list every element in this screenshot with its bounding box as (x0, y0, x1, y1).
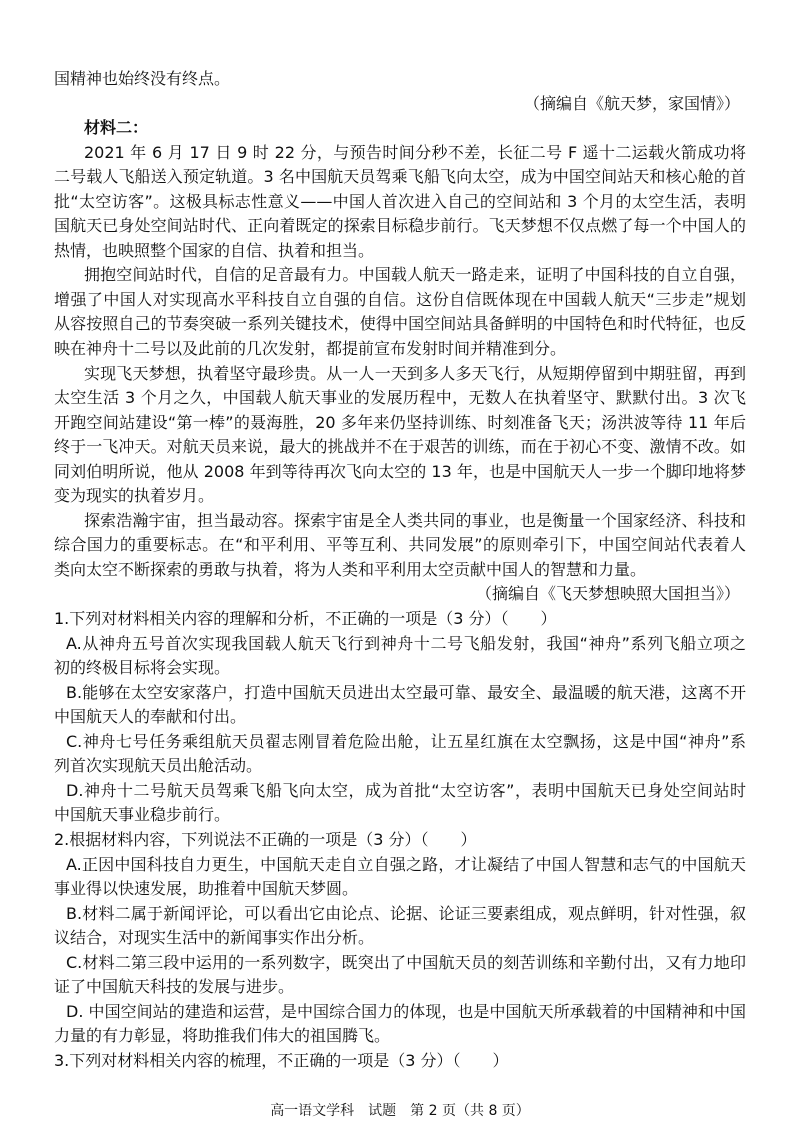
page-footer: 高一语文学科 试题 第 2 页（共 8 页） (270, 1103, 530, 1119)
text-line: 映在神舟十二号以及此前的几次发射，都提前宣布发射时间并精准到分。 (54, 339, 567, 359)
text-line: 综合国力的重要标志。在“和平利用、平等互利、共同发展”的原则牵引下，中国空间站代表着人 (54, 535, 746, 555)
text-line: 中国航天人的奉献和付出。 (54, 707, 247, 727)
answer-option: D.神舟十二号航天员驾乘飞船飞向太空，成为首批“太空访客”，表明中国航天已身处空间站时 (66, 780, 746, 800)
text-line: 增强了中国人对实现高水平科技自立自强的自信。这份自信既体现在中国载人航天“三步走”规划 (54, 289, 746, 309)
text-line: 变为现实的执着岁月。 (54, 486, 215, 506)
section-heading: 材料二： (84, 118, 149, 138)
answer-option: B.材料二属于新闻评论，可以看出它由论点、论据、论证三要素组成，观点鲜明，针对性强，叙 (66, 903, 746, 923)
text-line: 国精神也始终没有终点。 (54, 69, 231, 88)
text-line: 从容按照自己的节奏突破一系列关键技术，使得中国空间站具备鲜明的中国特色和时代特征，也反 (54, 314, 746, 334)
source-citation: （摘编自《飞天梦想映照大国担当》） (475, 584, 740, 604)
answer-option: C.神舟七号任务乘组航天员翟志刚冒着危险出舱，让五星红旗在太空飘扬，这是中国“神舟”系 (66, 731, 746, 751)
text-line: 列首次实现航天员出舱活动。 (54, 756, 263, 776)
answer-option: A.从神舟五号首次实现我国载人航天飞行到神舟十二号飞船发射，我国“神舟”系列飞船立项之 (66, 633, 746, 653)
text-line: 议结合，对现实生活中的新闻事实作出分析。 (54, 928, 375, 948)
text-line: 类向太空不断探索的勇敢与执着，将为人类和平利用太空贡献中国人的智慧和力量。 (54, 559, 647, 579)
text-line: 中国航天事业稳步前行。 (54, 805, 231, 825)
paragraph-first-line: 拥抱空间站时代，自信的足音最有力。中国载人航天一路走来，证明了中国科技的自立自强， (84, 265, 746, 285)
text-line: 二号载人飞船送入预定轨道。3 名中国航天员驾乘飞船飞向太空，成为中国空间站天和核心舱的首 (54, 167, 746, 187)
text-line: 事业得以快速发展，助推着中国航天梦圆。 (54, 879, 359, 899)
exam-page-body (54, 67, 746, 1073)
text-line: 太空生活 3 个月之久，中国载人航天事业的发展历程中，无数人在执着坚守、默默付出。3 次飞 (54, 388, 746, 408)
question-stem: 3.下列对材料相关内容的梳理，不正确的一项是（3 分）（ ） (54, 1050, 509, 1070)
paragraph-first-line: 实现飞天梦想，执着坚守最珍贵。从一人一天到多人多天飞行，从短期停留到中期驻留，再到 (84, 363, 746, 383)
source-citation: （摘编自《航天梦，家国情》） (523, 93, 740, 113)
answer-option: D. 中国空间站的建造和运营，是中国综合国力的体现，也是中国航天所承载着的中国精神和中国 (66, 1001, 746, 1021)
text-line: 力量的有力彰显，将助推我们伟大的祖国腾飞。 (54, 1026, 391, 1046)
text-line: 批“太空访客”。这极具标志性意义——中国人首次进入自己的空间站和 3 个月的太空生活，表明 (54, 191, 746, 211)
text-line: 同刘伯明所说，他从 2008 年到等待再次飞向太空的 13 年，也是中国航天人一步一个脚印地将梦 (54, 461, 746, 481)
question-stem: 1.下列对材料相关内容的理解和分析，不正确的一项是（3 分）（ ） (54, 609, 557, 629)
paragraph-first-line: 2021 年 6 月 17 日 9 时 22 分，与预告时间分秒不差，长征二号 F 遥十二运载火箭成功将 (84, 142, 746, 162)
text-line: 热情，也映照整个国家的自信、执着和担当。 (54, 240, 375, 260)
question-stem: 2.根据材料内容，下列说法不正确的一项是（3 分）（ ） (54, 829, 477, 849)
answer-option: B.能够在太空安家落户，打造中国航天员进出太空最可靠、最安全、最温暖的航天港，这离不开 (66, 682, 746, 702)
text-line: 开跑空间站建设“第一棒”的聂海胜，20 多年来仍坚持训练、时刻准备飞天；汤洪波等待 11 年后 (54, 412, 746, 432)
text-line: 国航天已身处空间站时代、正向着既定的探索目标稳步前行。飞天梦想不仅点燃了每一个中国人的 (54, 216, 746, 236)
paragraph-first-line: 探索浩瀚宇宙，担当最动容。探索宇宙是全人类共同的事业，也是衡量一个国家经济、科技和 (84, 510, 746, 530)
answer-option: C.材料二第三段中运用的一系列数字，既突出了中国航天员的刻苦训练和辛勤付出，又有力地印 (66, 952, 746, 972)
text-line: 证了中国航天科技的发展与进步。 (54, 977, 295, 997)
text-line: 终于一飞冲天。对航天员来说，最大的挑战并不在于艰苦的训练，而在于初心不变、激情不改。如 (54, 437, 746, 457)
text-line: 初的终极目标将会实现。 (54, 658, 231, 678)
answer-option: A.正因中国科技自力更生，中国航天走自立自强之路，才让凝结了中国人智慧和志气的中国航天 (66, 854, 746, 874)
